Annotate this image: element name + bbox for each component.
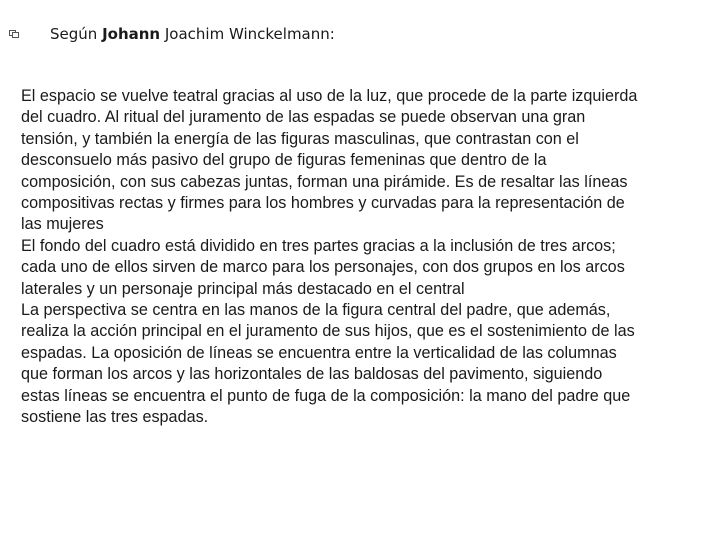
body-line: cada uno de ellos sirven de marco para los personajes, con dos grupos en los arcos [21,258,625,277]
body-line: realiza la acción principal en el juramento de sus hijos, que es el sostenimiento de las [21,322,635,341]
body-line: El fondo del cuadro está dividido en tres partes gracias a la inclusión de tres arcos; [21,236,616,255]
body-line: estas líneas se encuentra el punto de fuga de la composición: la mano del padre que [21,386,631,405]
heading-author-first-name: Johann [102,25,161,43]
slide-heading [50,22,335,46]
body-line: que forman los arcos y las horizontales de las baldosas del pavimento, siguiendo [21,365,603,384]
body-line: compositivas rectas y firmes para los hombres y curvadas para la representación de [21,194,625,213]
heading-suffix: Joachim Winckelmann: [160,25,335,43]
body-line: El espacio se vuelve teatral gracias al uso de la luz, que procede de la parte izquierda [21,87,638,105]
body-line: las mujeres [21,215,104,234]
body-paragraph [21,86,713,429]
body-line: espadas. La oposición de líneas se encuentra entre la verticalidad de las columnas [21,343,617,362]
hollow-square-bullet-icon [9,30,19,38]
heading-prefix: Según [50,25,103,43]
body-line: sostiene las tres espadas. [21,408,209,427]
body-line: La perspectiva se centra en las manos de la figura central del padre, que además, [21,301,611,320]
body-line: laterales y un personaje principal más destacado en el central [21,279,465,298]
body-line: composición, con sus cabezas juntas, forman una pirámide. Es de resaltar las líneas [21,172,628,191]
body-line: tensión, y también la energía de las figuras masculinas, que contrastan con el [21,129,579,148]
body-line: desconsuelo más pasivo del grupo de figuras femeninas que dentro de la [21,151,547,170]
body-line: del cuadro. Al ritual del juramento de las espadas se puede observan una gran [21,108,586,127]
